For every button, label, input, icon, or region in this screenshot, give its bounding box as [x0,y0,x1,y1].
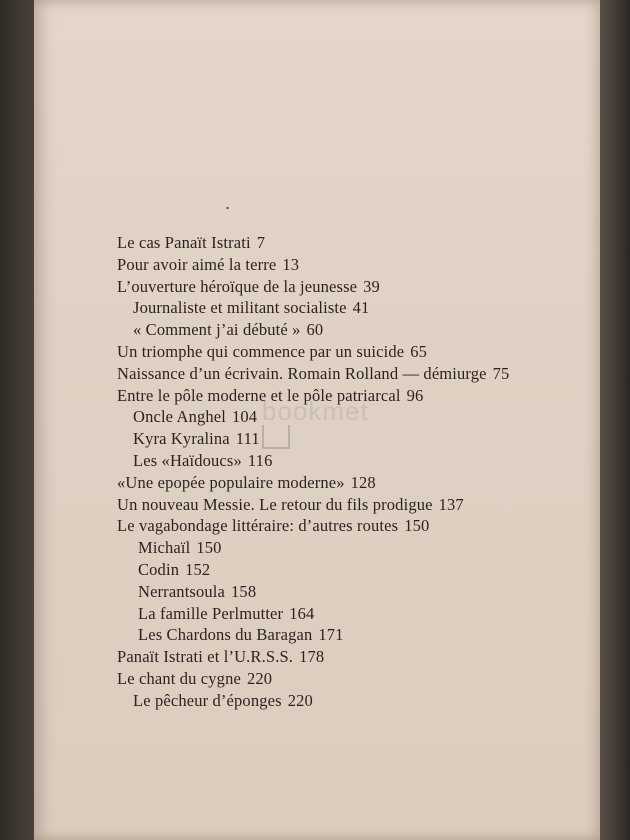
toc-entry-title: Le chant du cygne [117,668,241,688]
book-edge-shadow [600,0,630,840]
toc-entry [117,581,557,603]
toc-entry [117,254,557,276]
toc-entry-title: Michaïl [138,538,191,558]
toc-entry-title: Un triomphe qui commence par un suicide [117,341,405,361]
toc-entry-title: Kyra Kyralina [133,429,230,449]
book-gutter-shadow [0,0,34,840]
toc-entry [117,646,557,668]
toc-entry-page-number: 150 [404,516,430,536]
toc-entry [117,363,557,385]
toc-entry [117,515,557,537]
table-of-contents [117,232,557,712]
toc-entry-page-number: 152 [185,559,211,579]
toc-entry [117,690,557,712]
toc-entry-page-number: 111 [235,429,260,449]
toc-entry [117,624,557,646]
toc-entry-page-number: 178 [299,647,325,667]
toc-entry-page-number: 171 [318,625,344,645]
toc-entry [117,319,557,341]
toc-entry-title: Oncle Anghel [133,407,226,427]
toc-entry-page-number: 65 [410,341,428,361]
toc-entry [117,559,557,581]
toc-entry [117,232,557,254]
toc-entry-title: Codin [138,559,180,579]
toc-entry [117,276,557,298]
toc-entry-title: Le pêcheur d’éponges [133,690,282,710]
toc-entry-page-number: 128 [350,472,376,492]
toc-entry-page-number: 13 [282,254,300,274]
toc-entry-title: La famille Perlmutter [138,603,284,623]
toc-entry [117,341,557,363]
toc-entry-title: Pour avoir aimé la terre [117,254,277,274]
toc-entry [117,450,557,472]
toc-entry-title: «Une epopée populaire moderne» [117,472,345,492]
toc-entry-title: Le cas Panaït Istrati [117,233,251,252]
toc-entry-title: L’ouverture héroïque de la jeunesse [117,276,358,296]
ink-speck [226,207,229,209]
toc-entry-title: Panaït Istrati et l’U.R.S.S. [117,647,294,667]
watermark-logo-icon [262,425,290,449]
toc-entry-page-number: 158 [231,581,257,601]
toc-entry [117,472,557,494]
toc-entry-title: Journaliste et militant socialiste [133,298,347,318]
watermark-text: bookmet [262,396,369,426]
toc-entry-page-number: 220 [246,668,273,688]
toc-entry-page-number: 39 [363,276,380,296]
toc-entry-page-number: 164 [289,603,315,623]
toc-entry-page-number: 96 [406,385,424,405]
toc-entry-page-number: 7 [256,233,266,252]
toc-entry [117,603,557,625]
toc-entry-page-number: 137 [438,494,464,514]
toc-entry-title: Les «Haïdoucs» [133,450,242,470]
toc-entry-title: Un nouveau Messie. Le retour du fils prodigue [117,494,433,514]
toc-entry-page-number: 220 [287,690,313,710]
toc-entry-title: Nerrantsoula [138,581,226,601]
toc-entry-page-number: 75 [492,363,510,383]
toc-entry-page-number: 60 [306,320,324,340]
toc-entry-title: Les Chardons du Baragan [138,625,313,645]
toc-entry-title: Naissance d’un écrivain. Romain Rolland — démiurge [117,363,487,383]
toc-entry-page-number: 104 [232,407,258,427]
toc-entry [117,494,557,516]
toc-entry-page-number: 116 [247,450,273,470]
toc-entry-page-number: 41 [352,298,370,318]
toc-entry-page-number: 150 [196,538,222,558]
toc-entry [117,297,557,319]
toc-entry-title: Le vagabondage littéraire: d’autres routes [117,516,399,536]
toc-entry-title: Entre le pôle moderne et le pôle patriarcal [117,385,401,405]
toc-entry-title: « Comment j’ai débuté » [133,320,301,340]
toc-entry [117,428,557,450]
toc-entry [117,537,557,559]
toc-entry [117,668,557,690]
